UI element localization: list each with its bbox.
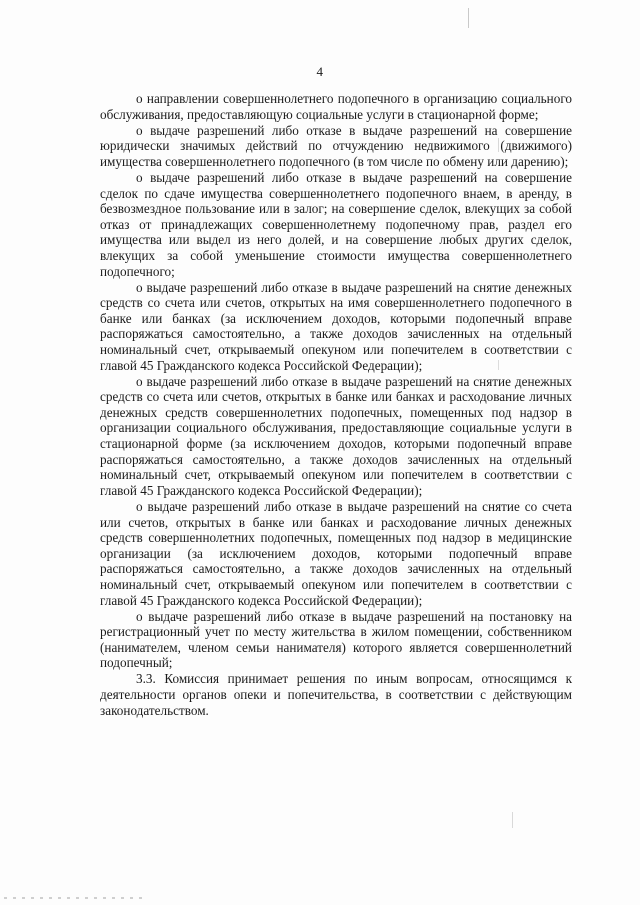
paragraph: о выдаче разрешений либо отказе в выдаче разрешений на постановку на регистрационный учет по месту жительства в жилом помещении, собственником (нанимателем, членом семьи нанимателя) которого является совершеннолетний подопечный;	[100, 608, 572, 671]
paragraph: о выдаче разрешений либо отказе в выдаче разрешений на снятие со счета или счетов, открытых в банке или банках и расходование личных денежных средств совершеннолетних подопечных, помещенных под надзор в медицинские организации (за исключением доходов, которыми подопечный вправе распоряжаться самостоятельно, а также доходов зачисленных на отдельный номинальный счет, открываемый опекуном или попечителем в соответствии с главой 45 Гражданского кодекса Российской Федерации);	[100, 498, 572, 608]
document-body	[100, 91, 572, 719]
paragraph: о выдаче разрешений либо отказе в выдаче разрешений на совершение юридически значимых действий по отчуждению недвижимого (движимого) имущества совершеннолетнего подопечного (в том числе по обмену или дарению);	[100, 122, 572, 169]
paragraph: о направлении совершеннолетнего подопечного в организацию социального обслуживания, предоставляющую социальные услуги в стационарной форме;	[100, 91, 572, 122]
scan-artifact	[4, 897, 144, 899]
page-number: 4	[316, 64, 324, 79]
paragraph: о выдаче разрешений либо отказе в выдаче разрешений на снятие денежных средств со счета или счетов, открытых на имя совершеннолетнего подопечного в банке или банках (за исключением доходов, которыми подопечный вправе распоряжаться самостоятельно, а также доходов зачисленных на отдельный номинальный счет, открываемый опекуном или попечителем в соответствии с главой 45 Гражданского кодекса Российской Федерации);	[100, 279, 572, 373]
paragraph: о выдаче разрешений либо отказе в выдаче разрешений на снятие денежных средств со счета или счетов, открытых в банке или банках и расходование личных денежных средств совершеннолетних подопечных, помещенных под надзор в организации социального обслуживания, предоставляющие социальные услуги в стационарной форме (за исключением доходов, которыми подопечный вправе распоряжаться самостоятельно, а также доходов зачисленных на отдельный номинальный счет, открываемый опекуном или попечителем в соответствии с главой 45 Гражданского кодекса Российской Федерации);	[100, 373, 572, 498]
scan-artifact	[468, 8, 469, 28]
paragraph: 3.3. Комиссия принимает решения по иным вопросам, относящимся к деятельности органов опеки и попечительства, в соответствии с действующим законодательством.	[100, 671, 572, 718]
scan-artifact	[512, 812, 513, 828]
paragraph: о выдаче разрешений либо отказе в выдаче разрешений на совершение сделок по сдаче имущества совершеннолетнего подопечного внаем, в аренду, в безвозмездное пользование или в залог; на совершение сделок, влекущих за собой отказ от принадлежащих совершеннолетнему подопечному прав, раздел его имущества или выдел из него долей, и на совершение любых других сделок, влекущих за собой уменьшение стоимости имущества совершеннолетнего подопечного;	[100, 169, 572, 279]
